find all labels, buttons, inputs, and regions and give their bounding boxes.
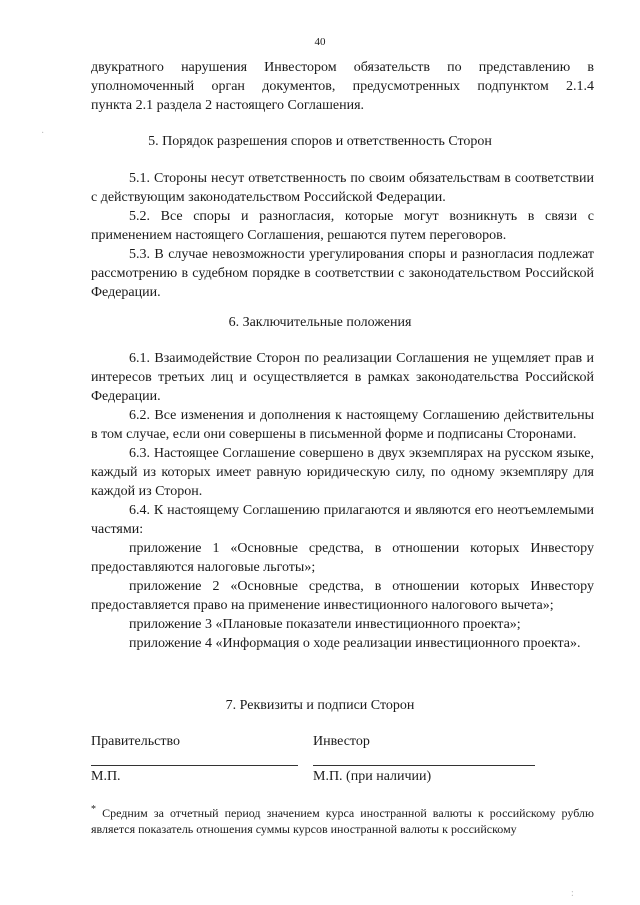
intro-paragraph: [91, 58, 594, 115]
intro-line: уполномоченный орган документов, предусмотренных подпунктом 2.1.4: [91, 79, 594, 94]
scan-mark: :: [571, 888, 574, 899]
footnote-text: Средним за отчетный период значением курса иностранной валюты к российскому рублю является показатель отношения суммы курсов иностранной валюты к российскому: [91, 806, 595, 836]
clause-5-2: 5.2. Все споры и разногласия, которые могут возникнуть в связи с применением настоящего Соглашения, решаются путем переговоров.: [91, 209, 594, 243]
appendix-4: приложение 4 «Информация о ходе реализации инвестиционного проекта».: [129, 636, 581, 651]
footnote-marker: *: [91, 804, 96, 815]
signature-line-government: [91, 765, 298, 766]
clause-6-3: 6.3. Настоящее Соглашение совершено в двух экземплярах на русском языке, каждый из которых имеет равную юридическую силу, по одному экземпляру для каждой из Сторон.: [91, 446, 594, 499]
section-6-heading: 6. Заключительные положения: [228, 315, 412, 330]
party-investor-label: Инвестор: [313, 734, 370, 749]
footnote: [91, 806, 594, 837]
stamp-investor-label: М.П. (при наличии): [313, 769, 432, 784]
appendix-1: приложение 1 «Основные средства, в отношении которых Инвестору предоставляются налоговые льготы»;: [91, 541, 594, 575]
clause-5-3: 5.3. В случае невозможности урегулирования споры и разногласия подлежат рассмотрению в судебном порядке в соответствии с законодательством Российской Федерации.: [91, 247, 594, 300]
stamp-government-label: М.П.: [91, 769, 121, 784]
appendix-3: приложение 3 «Плановые показатели инвестиционного проекта»;: [129, 617, 521, 632]
intro-line: двукратного нарушения Инвестором обязательств по представлению в: [91, 60, 594, 75]
clause-6-2: 6.2. Все изменения и дополнения к настоящему Соглашению действительны в том случае, если они совершены в письменной форме и подписаны Сторонами.: [91, 408, 594, 442]
clause-6-1: 6.1. Взаимодействие Сторон по реализации Соглашения не ущемляет прав и интересов третьих лиц и осуществляется в рамках законодательства Российской Федерации.: [91, 351, 594, 404]
section-7-heading: 7. Реквизиты и подписи Сторон: [225, 698, 415, 713]
page-number: 40: [314, 36, 326, 48]
scan-mark: ·: [41, 128, 45, 139]
intro-line: пункта 2.1 раздела 2 настоящего Соглашения.: [91, 98, 365, 113]
signature-line-investor: [313, 765, 535, 766]
section-6-body: [91, 349, 594, 653]
section-5-body: [91, 169, 594, 302]
clause-5-1: 5.1. Стороны несут ответственность по своим обязательствам в соответствии с действующим законодательством Российской Федерации.: [91, 171, 594, 205]
clause-6-4: 6.4. К настоящему Соглашению прилагаются и являются его неотъемлемыми частями:: [91, 503, 594, 537]
section-5-heading: 5. Порядок разрешения споров и ответственность Сторон: [148, 134, 492, 149]
appendix-2: приложение 2 «Основные средства, в отношении которых Инвестору предоставляется право на применение инвестиционного налогового вычета»;: [91, 579, 594, 613]
party-government-label: Правительство: [91, 734, 180, 749]
